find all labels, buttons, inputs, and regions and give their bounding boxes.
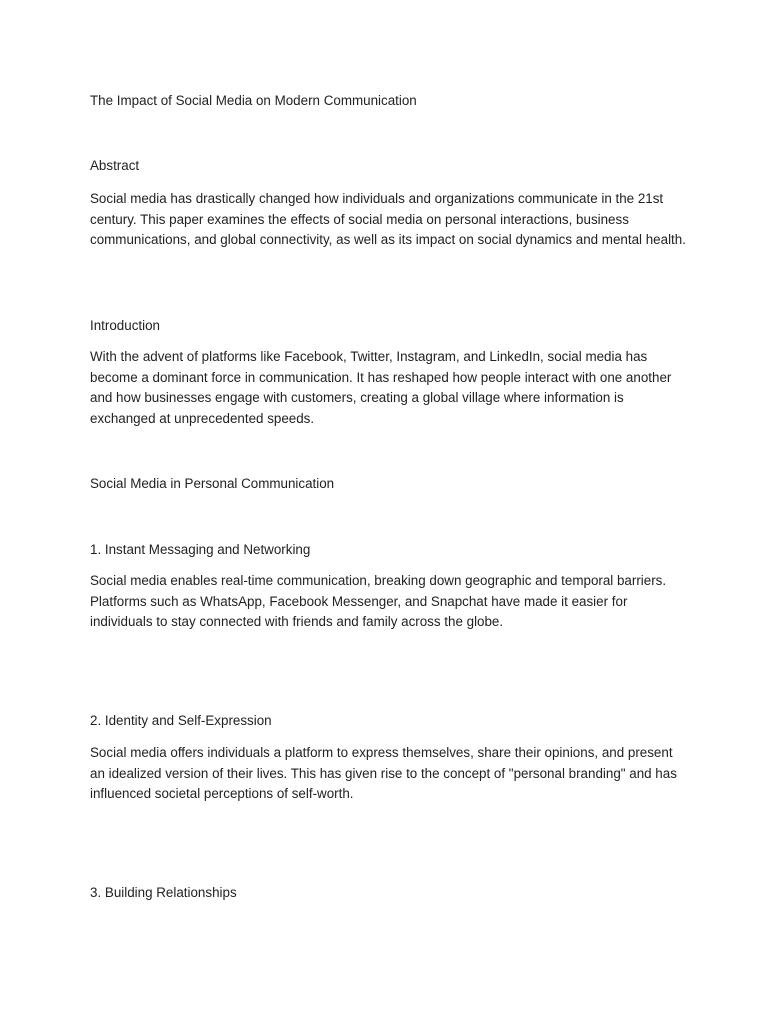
introduction-paragraph: With the advent of platforms like Facebook, Twitter, Instagram, and LinkedIn, social media has become a dominant force in communication. It has reshaped how people interact with one another and how businesses engage with customers, creating a global village where information is exchanged at unprecedented speeds.	[90, 349, 672, 426]
identity-paragraph: Social media offers individuals a platform to express themselves, share their opinions, and present an idealized version of their lives. This has given rise to the concept of "personal branding" and has influenced societal perceptions of self-worth.	[90, 745, 677, 801]
relationships-heading: 3. Building Relationships	[90, 885, 237, 900]
introduction-heading: Introduction	[90, 318, 160, 333]
instant-messaging-heading: 1. Instant Messaging and Networking	[90, 542, 311, 557]
abstract-heading: Abstract	[90, 158, 140, 173]
instant-messaging-paragraph: Social media enables real-time communication, breaking down geographic and temporal barriers. Platforms such as WhatsApp, Facebook Messenger, and Snapchat have made it easier for individuals to stay connected with friends and family across the globe.	[90, 573, 667, 629]
personal-communication-heading: Social Media in Personal Communication	[90, 476, 335, 491]
abstract-paragraph: Social media has drastically changed how individuals and organizations communicate in the 21st century. This paper examines the effects of social media on personal interactions, business communications, and global connectivity, as well as its impact on social dynamics and mental health.	[90, 191, 686, 247]
document-title: The Impact of Social Media on Modern Communication	[90, 93, 417, 108]
identity-heading: 2. Identity and Self-Expression	[90, 713, 272, 728]
